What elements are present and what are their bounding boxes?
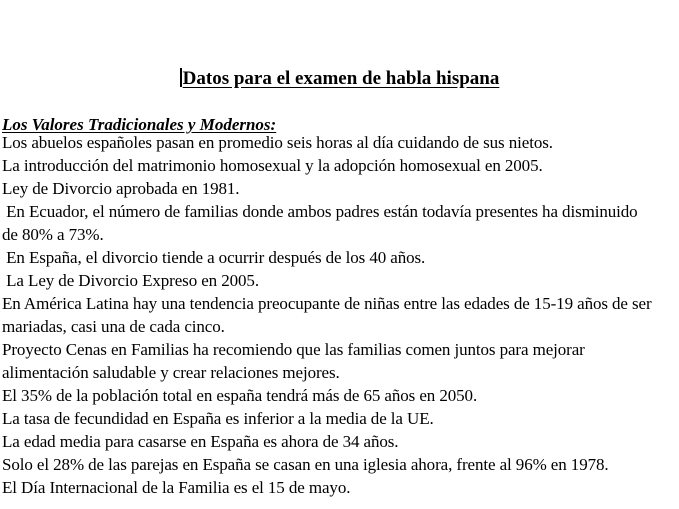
body-line: En América Latina hay una tendencia preocupante de niñas entre las edades de 15-19 años de ser (2, 294, 652, 313)
body-line: En España, el divorcio tiende a ocurrir después de los 40 años. (2, 248, 426, 267)
body-line: alimentación saludable y crear relaciones mejores. (2, 363, 340, 382)
body-line: El Día Internacional de la Familia es el 15 de mayo. (2, 478, 351, 497)
body-line: La tasa de fecundidad en España es inferior a la media de la UE. (2, 409, 434, 428)
page-title-text: Datos para el examen de habla hispana (182, 67, 500, 89)
page-title (0, 67, 679, 90)
body-line: Ley de Divorcio aprobada en 1981. (2, 179, 240, 198)
text-caret (180, 68, 182, 87)
body-line: La introducción del matrimonio homosexual y la adopción homosexual en 2005. (2, 156, 543, 175)
document-body (2, 131, 679, 499)
body-line: Proyecto Cenas en Familias ha recomiendo que las familias comen juntos para mejorar (2, 340, 585, 359)
section-heading: Los Valores Tradicionales y Modernos: (2, 115, 277, 135)
body-line: de 80% a 73%. (2, 225, 104, 244)
body-line: La Ley de Divorcio Expreso en 2005. (2, 271, 259, 290)
body-line: Los abuelos españoles pasan en promedio seis horas al día cuidando de sus nietos. (2, 133, 553, 152)
body-line: La edad media para casarse en España es ahora de 34 años. (2, 432, 399, 451)
body-line: mariadas, casi una de cada cinco. (2, 317, 225, 336)
body-line: En Ecuador, el número de familias donde ambos padres están todavía presentes ha disminuido (2, 202, 638, 221)
body-line: El 35% de la población total en españa tendrá más de 65 años en 2050. (2, 386, 478, 405)
body-line: Solo el 28% de las parejas en España se casan en una iglesia ahora, frente al 96% en 1978. (2, 455, 609, 474)
